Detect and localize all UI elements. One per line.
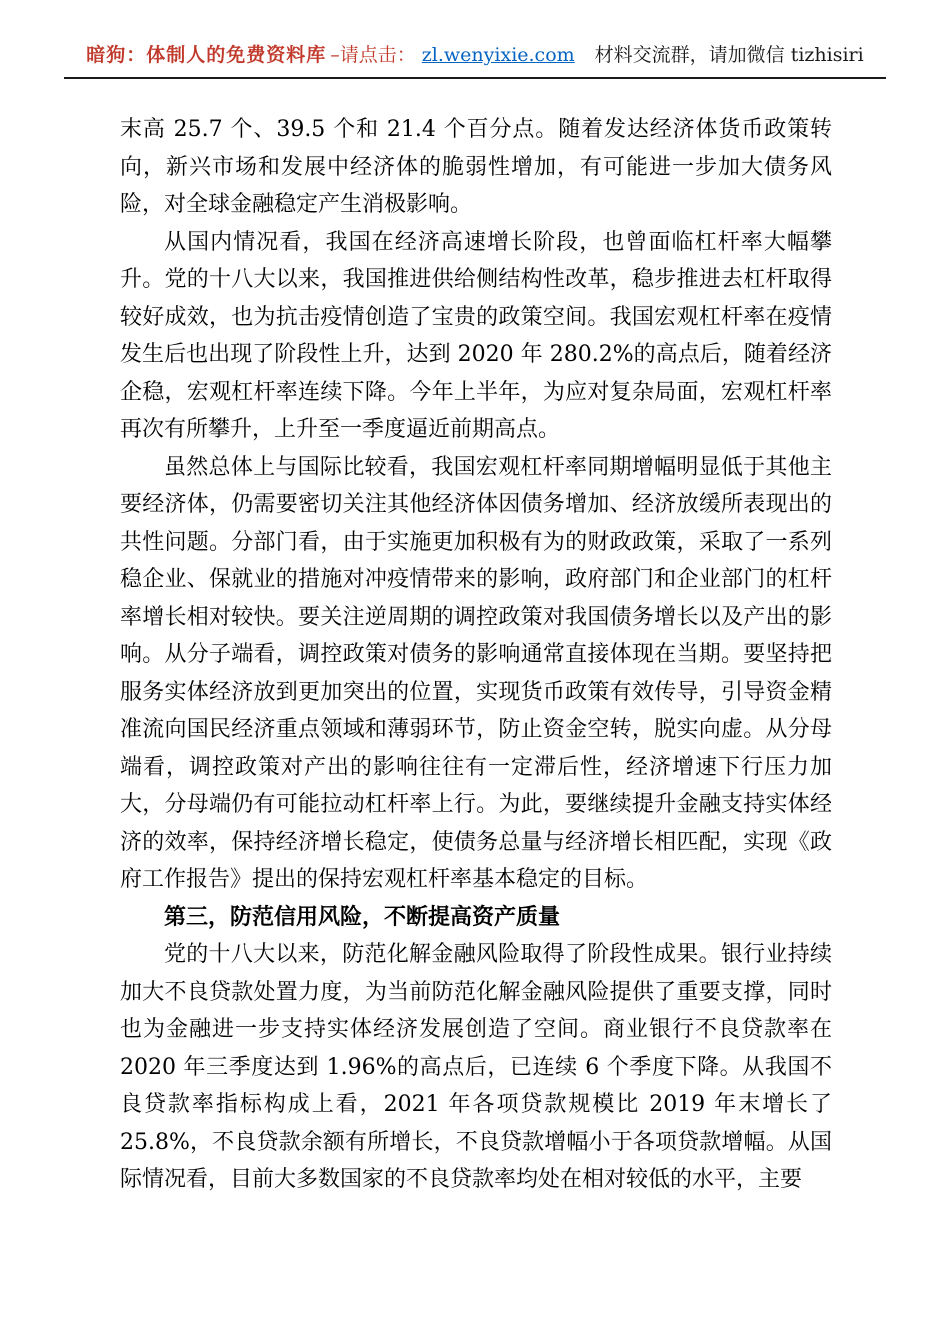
- paragraph-credit-risk: 党的十八大以来，防范化解金融风险取得了阶段性成果。银行业持续加大不良贷款处置力度，为当前防范化解金融风险提供了重要支撑，同时也为金融进一步支持实体经济发展创造了空间。商业银行不良贷款率在 2020 年三季度达到 1.96%的高点后，已连续 6 个季度下降。从我国不良贷款率指标构成上看，2021 年各项贷款规模比 2019 年末增长了 25.8%，不良贷款余额有所增长，不良贷款增幅小于各项贷款增幅。从国际情况看，目前大多数国家的不良贷款率均处在相对较低的水平，主要: [120, 942, 832, 1192]
- paragraph-international-comparison: 虽然总体上与国际比较看，我国宏观杠杆率同期增幅明显低于其他主要经济体，仍需要密切关注其他经济体因债务增加、经济放缓所表现出的共性问题。分部门看，由于实施更加积极有为的财政政策，采取了一系列稳企业、保就业的措施对冲疫情带来的影响，政府部门和企业部门的杠杆率增长相对较快。要关注逆周期的调控政策对我国债务增长以及产出的影响。从分子端看，调控政策对债务的影响通常直接体现在当期。要坚持把服务实体经济放到更加突出的位置，实现货币政策有效传导，引导资金精准流向国民经济重点领域和薄弱环节，防止资金空转，脱实向虚。从分母端看，调控政策对产出的影响往往有一定滞后性，经济增速下行压力加大，分母端仍有可能拉动杠杆率上行。为此，要继续提升金融支持实体经济的效率，保持经济增长稳定，使债务总量与经济增长相匹配，实现《政府工作报告》提出的保持宏观杠杆率基本稳定的目标。: [120, 454, 832, 892]
- header-link[interactable]: zl.wenyixie.com: [421, 44, 575, 66]
- header-brand: 暗狗：体制人的免费资料库: [86, 44, 327, 66]
- header-suffix: 材料交流群，请加微信 tizhisiri: [594, 44, 864, 66]
- paragraph-domestic-leverage: 从国内情况看，我国在经济高速增长阶段，也曾面临杠杆率大幅攀升。党的十八大以来，我国推进供给侧结构性改革，稳步推进去杠杆取得较好成效，也为抗击疫情创造了宝贵的政策空间。我国宏观杠杆率在疫情发生后也出现了阶段性上升，达到 2020 年 280.2%的高点后，随着经济企稳，宏观杠杆率连续下降。今年上半年，为应对复杂局面，宏观杠杆率再次有所攀升，上升至一季度逼近前期高点。: [120, 229, 832, 442]
- paragraph-continuation: 末高 25.7 个、39.5 个和 21.4 个百分点。随着发达经济体货币政策转向，新兴市场和发展中经济体的脆弱性增加，有可能进一步加大债务风险，对全球金融稳定产生消极影响。: [120, 117, 832, 217]
- header-click-hint: –请点击：: [330, 44, 416, 66]
- header-banner: [0, 0, 950, 68]
- document-content: [0, 79, 950, 1199]
- section-heading-credit-risk: 第三，防范信用风险，不断提高资产质量: [164, 903, 561, 930]
